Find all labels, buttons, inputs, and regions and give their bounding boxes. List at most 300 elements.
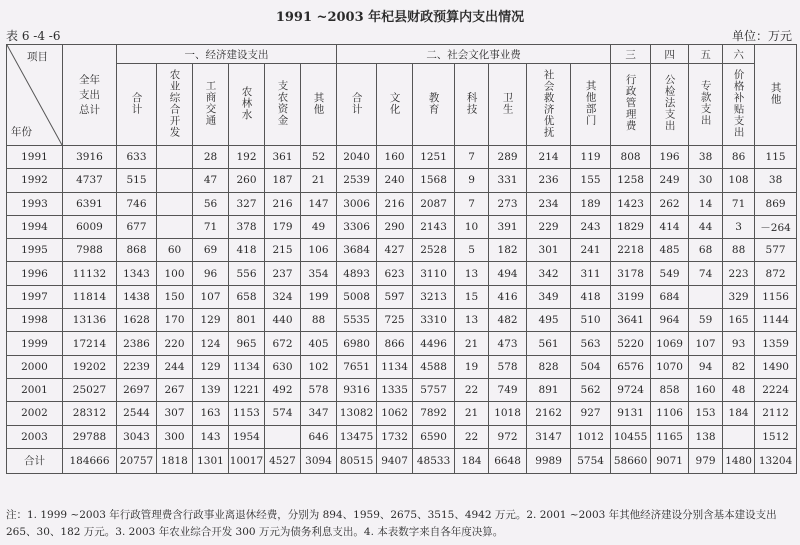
table-cell: 972 [489,425,527,448]
table-cell: 138 [689,425,723,448]
table-cell: 13 [455,262,489,285]
table-cell: 21 [301,169,337,192]
table-cell: 48533 [413,448,455,473]
table-cell: 48 [723,378,755,401]
header-econ-commerce: 工商交通 [193,64,229,146]
table-cell [689,285,723,308]
header-law: 公检法支出 [651,64,689,146]
table-cell: 10017 [229,448,265,473]
table-cell: 192 [229,146,265,169]
table-cell: 237 [265,262,301,285]
group-social: 二、社会文化事业费 [337,45,611,64]
table-cell: 124 [193,332,229,355]
table-cell: 329 [723,285,755,308]
table-cell: 427 [377,239,413,262]
table-cell: 6576 [611,355,651,378]
table-cell: 746 [117,192,157,215]
table-cell: 549 [651,262,689,285]
table-cell: 7 [455,192,489,215]
table-cell: 562 [571,378,611,401]
table-cell: 927 [571,402,611,425]
row-year-cell: 1993 [7,192,63,215]
row-year-cell: 1998 [7,309,63,332]
table-cell: 1144 [755,309,797,332]
table-row [7,402,797,425]
table-cell: 1012 [571,425,611,448]
table-cell: 3094 [301,448,337,473]
table-cell: 633 [117,146,157,169]
header-total: 全年支出总计 [63,45,117,146]
table-cell: 107 [689,332,723,355]
row-year-cell: 合计 [7,448,63,473]
table-cell: 69 [193,239,229,262]
table-cell: 1490 [755,355,797,378]
table-cell [157,169,193,192]
table-cell: 119 [571,146,611,169]
table-cell: 808 [611,146,651,169]
table-cell: 7651 [337,355,377,378]
table-cell: 3178 [611,262,651,285]
table-cell: 139 [193,378,229,401]
table-cell: 13 [455,309,489,332]
table-cell: 311 [571,262,611,285]
unit-label: 单位：万元 [731,29,792,43]
table-cell: 49 [301,215,337,238]
table-cell: 623 [377,262,413,285]
table-cell: 170 [157,309,193,332]
table-cell: 273 [489,192,527,215]
table-cell: 25027 [63,378,117,401]
header-other: 其他 [755,45,797,146]
table-cell: 1829 [611,215,651,238]
table-cell: 868 [117,239,157,262]
table-cell: 504 [571,355,611,378]
table-cell: 964 [651,309,689,332]
table-cell: 10 [455,215,489,238]
table-cell: 3043 [117,425,157,448]
table-cell: 199 [301,285,337,308]
table-cell: －264 [755,215,797,238]
table-body [7,146,797,474]
table-cell: 115 [755,146,797,169]
table-cell: 38 [755,169,797,192]
table-cell: 1018 [489,402,527,425]
table-cell: 9724 [611,378,651,401]
group-four: 四 [651,45,689,64]
group-three: 三 [611,45,651,64]
table-cell: 2218 [611,239,651,262]
table-cell: 86 [723,146,755,169]
table-cell: 10455 [611,425,651,448]
table-cell: 2224 [755,378,797,401]
table-cell [157,192,193,215]
table-cell: 44 [689,215,723,238]
table-cell: 187 [265,169,301,192]
table-cell: 216 [265,192,301,215]
table-cell: 5757 [413,378,455,401]
table-cell: 163 [193,402,229,425]
table-cell: 241 [571,239,611,262]
table-cell: 725 [377,309,413,332]
table-cell: 418 [571,285,611,308]
group-econ: 一、经济建设支出 [117,45,337,64]
table-cell: 5008 [337,285,377,308]
table-row [7,215,797,238]
row-year-cell: 2002 [7,402,63,425]
corner-header [7,45,63,146]
table-cell: 597 [377,285,413,308]
table-cell: 1165 [651,425,689,448]
table-cell: 5535 [337,309,377,332]
table-cell: 563 [571,332,611,355]
table-cell: 155 [571,169,611,192]
table-cell: 1156 [755,285,797,308]
header-econ-support: 支农资金 [265,64,301,146]
table-cell: 106 [301,239,337,262]
table-cell [723,425,755,448]
table-cell: 1359 [755,332,797,355]
table-row [7,425,797,448]
table-cell: 301 [527,239,571,262]
table-cell: 9316 [337,378,377,401]
table-cell: 82 [723,355,755,378]
table-cell: 214 [527,146,571,169]
table-cell: 153 [689,402,723,425]
table-cell: 414 [651,215,689,238]
table-cell: 108 [723,169,755,192]
table-cell: 485 [651,239,689,262]
table-cell: 6648 [489,448,527,473]
table-cell: 3110 [413,262,455,285]
table-cell: 2544 [117,402,157,425]
header-special: 专款支出 [689,64,723,146]
table-cell: 28312 [63,402,117,425]
table-cell: 658 [229,285,265,308]
table-cell: 3006 [337,192,377,215]
table-cell: 13204 [755,448,797,473]
table-cell: 234 [527,192,571,215]
table-cell: 574 [265,402,301,425]
table-cell: 9 [455,169,489,192]
table-cell: 290 [377,215,413,238]
table-cell: 20757 [117,448,157,473]
table-cell: 9407 [377,448,413,473]
table-cell: 17214 [63,332,117,355]
table-cell: 2112 [755,402,797,425]
row-year-cell: 2000 [7,355,63,378]
table-cell: 13475 [337,425,377,448]
table-cell: 13136 [63,309,117,332]
row-year-cell: 2001 [7,378,63,401]
table-cell: 165 [723,309,755,332]
total-row [7,448,797,473]
table-cell: 196 [651,146,689,169]
table-cell: 2143 [413,215,455,238]
table-cell: 324 [265,285,301,308]
row-year-cell: 1995 [7,239,63,262]
table-cell: 11132 [63,262,117,285]
table-cell: 179 [265,215,301,238]
table-cell: 510 [571,309,611,332]
table-cell: 71 [193,215,229,238]
page-title: 1991 ~2003 年杞县财政预算内支出情况 [275,10,525,25]
table-cell: 801 [229,309,265,332]
table-cell: 1221 [229,378,265,401]
table-row [7,378,797,401]
table-cell: 405 [301,332,337,355]
table-cell: 215 [265,239,301,262]
header-social-relief: 社会救济优抚 [527,64,571,146]
header-social-health: 卫生 [489,64,527,146]
corner-bottom-label: 年份 [11,126,32,138]
table-cell: 749 [489,378,527,401]
table-cell: 869 [755,192,797,215]
table-cell: 15 [455,285,489,308]
table-row [7,146,797,169]
table-row [7,169,797,192]
table-cell: 56 [193,192,229,215]
table-cell: 872 [755,262,797,285]
table-cell: 965 [229,332,265,355]
table-row [7,262,797,285]
table-cell: 88 [723,239,755,262]
table-cell: 229 [527,215,571,238]
row-year-cell: 2003 [7,425,63,448]
table-cell: 71 [723,192,755,215]
table-cell: 3684 [337,239,377,262]
header-price: 价格补贴支出 [723,64,755,146]
row-year-cell: 1996 [7,262,63,285]
table-cell: 160 [377,146,413,169]
table-cell: 515 [117,169,157,192]
table-cell: 59 [689,309,723,332]
corner-top-label: 项目 [27,51,48,63]
table-cell: 1628 [117,309,157,332]
table-cell: 347 [301,402,337,425]
header-admin: 行政管理费 [611,64,651,146]
table-cell: 88 [301,309,337,332]
table-cell: 2040 [337,146,377,169]
table-cell: 307 [157,402,193,425]
header-social-other: 其他部门 [571,64,611,146]
table-cell: 556 [229,262,265,285]
table-cell: 2528 [413,239,455,262]
header-econ-agri: 农业综合开发 [157,64,193,146]
table-cell [157,146,193,169]
row-year-cell: 1992 [7,169,63,192]
table-cell: 216 [377,192,413,215]
table-cell: 223 [723,262,755,285]
table-cell: 342 [527,262,571,285]
table-cell: 1070 [651,355,689,378]
table-cell [157,215,193,238]
table-cell [265,425,301,448]
table-cell: 19 [455,355,489,378]
table-cell: 684 [651,285,689,308]
table-cell: 184 [723,402,755,425]
table-cell: 13082 [337,402,377,425]
table-cell: 30 [689,169,723,192]
table-cell: 2386 [117,332,157,355]
table-cell: 1343 [117,262,157,285]
table-cell: 9989 [527,448,571,473]
table-cell: 22 [455,378,489,401]
table-cell: 2239 [117,355,157,378]
table-cell: 21 [455,402,489,425]
table-cell: 29788 [63,425,117,448]
table-row [7,239,797,262]
table-cell: 677 [117,215,157,238]
table-cell: 21 [455,332,489,355]
table-cell: 52 [301,146,337,169]
table-cell: 349 [527,285,571,308]
table-cell: 473 [489,332,527,355]
table-cell: 4588 [413,355,455,378]
table-cell: 1818 [157,448,193,473]
table-cell: 1512 [755,425,797,448]
table-cell: 244 [157,355,193,378]
table-cell: 5220 [611,332,651,355]
row-year-cell: 1991 [7,146,63,169]
table-cell: 1153 [229,402,265,425]
table-row [7,192,797,215]
table-cell: 416 [489,285,527,308]
row-year-cell: 1999 [7,332,63,355]
table-cell: 1134 [229,355,265,378]
table-cell: 182 [489,239,527,262]
table-cell: 418 [229,239,265,262]
header-social-science: 科技 [455,64,489,146]
row-year-cell: 1997 [7,285,63,308]
table-cell: 2162 [527,402,571,425]
table-cell: 220 [157,332,193,355]
expenditure-table [6,44,797,474]
table-cell: 300 [157,425,193,448]
table-cell: 577 [755,239,797,262]
table-cell: 22 [455,425,489,448]
table-cell: 6980 [337,332,377,355]
table-cell: 4527 [265,448,301,473]
table-cell: 94 [689,355,723,378]
table-cell: 1106 [651,402,689,425]
table-cell: 184666 [63,448,117,473]
header-social-subtotal: 合计 [337,64,377,146]
table-cell: 866 [377,332,413,355]
table-cell: 561 [527,332,571,355]
table-cell: 240 [377,169,413,192]
table-cell: 147 [301,192,337,215]
table-cell: 74 [689,262,723,285]
table-cell: 3199 [611,285,651,308]
group-six: 六 [723,45,755,64]
table-cell: 3641 [611,309,651,332]
table-cell: 979 [689,448,723,473]
table-cell: 7 [455,146,489,169]
table-cell: 3310 [413,309,455,332]
table-cell: 440 [265,309,301,332]
table-row [7,332,797,355]
table-cell: 391 [489,215,527,238]
table-cell: 6391 [63,192,117,215]
table-cell: 28 [193,146,229,169]
table-cell: 2539 [337,169,377,192]
table-cell: 80515 [337,448,377,473]
table-cell: 578 [489,355,527,378]
table-cell: 361 [265,146,301,169]
table-cell: 646 [301,425,337,448]
table-cell: 1954 [229,425,265,448]
table-cell: 6590 [413,425,455,448]
table-cell: 236 [527,169,571,192]
table-cell: 1438 [117,285,157,308]
table-cell: 1568 [413,169,455,192]
table-cell: 102 [301,355,337,378]
header-econ-other: 其他 [301,64,337,146]
table-number: 表 6 -4 -6 [6,29,61,43]
table-cell: 7988 [63,239,117,262]
table-cell: 1732 [377,425,413,448]
table-cell: 378 [229,215,265,238]
table-cell: 58660 [611,448,651,473]
table-cell: 1062 [377,402,413,425]
table-cell: 1335 [377,378,413,401]
table-cell: 7892 [413,402,455,425]
table-row [7,355,797,378]
table-cell: 267 [157,378,193,401]
table-cell: 3916 [63,146,117,169]
table-cell: 494 [489,262,527,285]
table-cell: 1134 [377,355,413,378]
table-cell: 3147 [527,425,571,448]
table-cell: 160 [689,378,723,401]
table-cell: 1251 [413,146,455,169]
table-cell: 672 [265,332,301,355]
table-cell: 492 [265,378,301,401]
table-cell: 14 [689,192,723,215]
table-cell: 143 [193,425,229,448]
table-cell: 9071 [651,448,689,473]
table-cell: 1480 [723,448,755,473]
table-cell: 47 [193,169,229,192]
table-cell: 331 [489,169,527,192]
table-cell: 100 [157,262,193,285]
table-cell: 1301 [193,448,229,473]
table-cell: 2697 [117,378,157,401]
table-cell: 482 [489,309,527,332]
group-five: 五 [689,45,723,64]
table-cell: 184 [455,448,489,473]
header-econ-forestry: 农林水 [229,64,265,146]
table-cell: 243 [571,215,611,238]
table-cell: 2087 [413,192,455,215]
table-cell: 3213 [413,285,455,308]
table-cell: 68 [689,239,723,262]
header-econ-subtotal: 合计 [117,64,157,146]
header-social-culture: 文化 [377,64,413,146]
table-cell: 260 [229,169,265,192]
table-cell: 9131 [611,402,651,425]
table-cell: 289 [489,146,527,169]
table-cell: 4496 [413,332,455,355]
table-cell: 3306 [337,215,377,238]
table-cell: 5 [455,239,489,262]
row-year-cell: 1994 [7,215,63,238]
table-cell: 5754 [571,448,611,473]
table-cell: 3 [723,215,755,238]
table-cell: 96 [193,262,229,285]
table-cell: 19202 [63,355,117,378]
table-cell: 858 [651,378,689,401]
